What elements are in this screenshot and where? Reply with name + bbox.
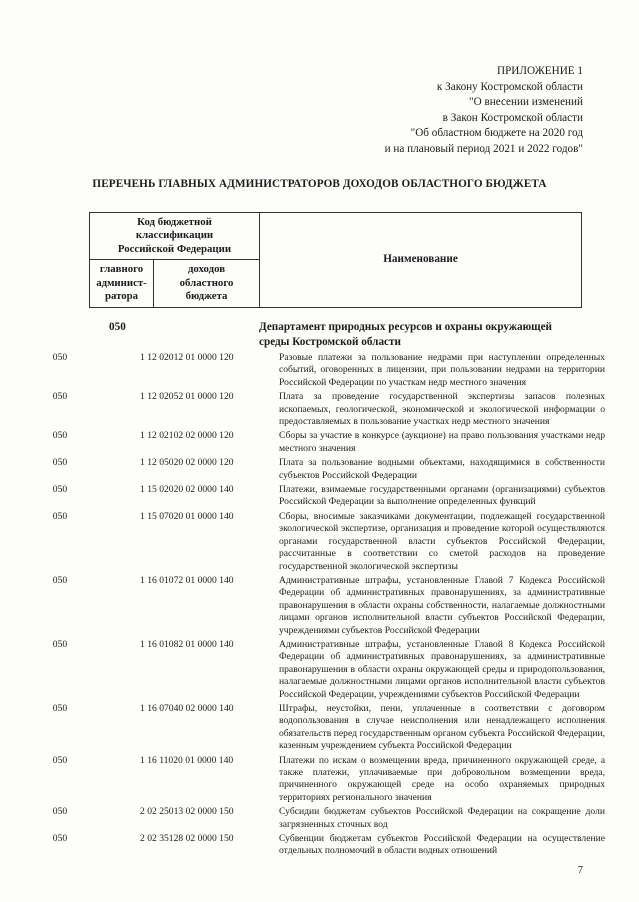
list-item bbox=[0, 391, 639, 428]
appendix-line: "Об областном бюджете на 2020 год bbox=[410, 127, 583, 140]
income-code: 1 12 02102 02 0000 120 bbox=[140, 430, 234, 442]
income-name: Сборы, вносимые заказчиками документации, подлежащей государственной экологической экспертизе, организация и проведение которой осуществляются органами государственной власти субъектов Российской Федерации, рассчитанные в соответствии со сметой расходов на проведение государственной экологической экспертизы bbox=[279, 510, 605, 572]
appendix-line: "О внесении изменений bbox=[469, 96, 583, 109]
income-name: Административные штрафы, установленные Главой 7 Кодекса Российской Федерации об административных правонарушениях, за административные правонарушения в области охраны собственности, налагаемые должностными лицами органов исполнительной власти субъектов Российской Федерации, учреждениями субъектов Российской Федерации bbox=[279, 574, 605, 636]
header-table bbox=[89, 212, 582, 308]
name-column-header: Наименование bbox=[260, 213, 582, 308]
income-code: 1 16 11020 01 0000 140 bbox=[140, 754, 234, 766]
income-name: Субсидии бюджетам субъектов Российской Федерации на сокращение доли загрязненных сточных вод bbox=[279, 806, 605, 830]
income-code: 1 16 07040 02 0000 140 bbox=[140, 702, 234, 714]
admin-column-header: главного админист-ратора bbox=[90, 260, 154, 308]
admin-code: 050 bbox=[52, 833, 68, 845]
document-title: ПЕРЕЧЕНЬ ГЛАВНЫХ АДМИНИСТРАТОРОВ ДОХОДОВ ОБЛАСТНОГО БЮДЖЕТА bbox=[92, 178, 547, 190]
list-item bbox=[0, 575, 639, 637]
ministry-name: Департамент природных ресурсов и охраны окружающей среды Костромской области bbox=[259, 321, 552, 348]
code-group-header: Код бюджетной классификации Российской Федерации bbox=[90, 213, 260, 260]
income-code: 2 02 35128 02 0000 150 bbox=[140, 833, 234, 845]
admin-code: 050 bbox=[52, 430, 68, 442]
income-code: 1 16 01072 01 0000 140 bbox=[140, 574, 234, 586]
income-code: 1 15 07020 01 0000 140 bbox=[140, 510, 234, 522]
appendix-line: в Закон Костромской области bbox=[442, 111, 583, 124]
admin-code: 050 bbox=[52, 638, 68, 650]
list-item bbox=[0, 833, 639, 858]
ministry-code: 050 bbox=[109, 321, 126, 333]
income-code: 1 12 05020 02 0000 120 bbox=[140, 457, 234, 469]
admin-code: 050 bbox=[52, 484, 68, 496]
admin-code: 050 bbox=[52, 806, 68, 818]
income-name: Административные штрафы, установленные Главой 8 Кодекса Российской Федерации об административных правонарушениях, за административные правонарушения в области охраны окружающей среды и природопользования, налагаемые должностными лицами органов исполнительной власти субъектов Российской Федерации, учреждениями субъектов Российской Федерации bbox=[279, 638, 605, 700]
list-item bbox=[0, 430, 639, 455]
income-name: Платежи, взимаемые государственными органами (организациями) субъектов Российской Федерации за выполнение определенных функций bbox=[279, 484, 605, 508]
appendix-block bbox=[385, 64, 583, 158]
page-number: 7 bbox=[577, 865, 583, 876]
admin-code: 050 bbox=[52, 352, 68, 363]
list-item bbox=[0, 484, 639, 509]
income-list bbox=[0, 352, 639, 858]
appendix-line: и на плановый период 2021 и 2022 годов" bbox=[384, 142, 583, 155]
admin-code: 050 bbox=[52, 510, 68, 522]
admin-code: 050 bbox=[52, 391, 68, 403]
list-item bbox=[0, 511, 639, 573]
list-item bbox=[0, 806, 639, 831]
income-name: Сборы за участие в конкурсе (аукционе) на право пользования участками недр местного значения bbox=[279, 430, 605, 454]
admin-code: 050 bbox=[52, 702, 68, 714]
income-code: 1 16 01082 01 0000 140 bbox=[140, 638, 234, 650]
income-name: Штрафы, неустойки, пени, уплаченные в соответствии с договором водопользования в случае неисполнения или ненадлежащего исполнения обязательств перед государственным органом субъекта Российской Федерации, казенным учреждением субъекта Российской Федерации bbox=[279, 702, 605, 752]
income-code: 1 15 02020 02 0000 140 bbox=[140, 484, 234, 496]
income-name: Субвенции бюджетам субъектов Российской Федерации на осуществление отдельных полномочий в области водных отношений bbox=[279, 833, 605, 857]
income-code: 2 02 25013 02 0000 150 bbox=[140, 806, 234, 818]
admin-code: 050 bbox=[52, 574, 68, 586]
income-name: Плата за проведение государственной экспертизы запасов полезных ископаемых, геологической, экономической и экологической информации о предоставляемых в пользование участках недр местного значения bbox=[279, 391, 605, 428]
list-item bbox=[0, 703, 639, 753]
income-code: 1 12 02052 01 0000 120 bbox=[140, 391, 234, 403]
list-item bbox=[0, 457, 639, 482]
income-code: 1 12 02012 01 0000 120 bbox=[140, 352, 234, 363]
list-item bbox=[0, 755, 639, 805]
income-name: Разовые платежи за пользование недрами при наступлении определенных событий, оговоренных в лицензии, при пользовании недрами на территории Российской Федерации по участкам недр местного значения bbox=[279, 352, 605, 388]
income-column-header: доходов областного бюджета bbox=[154, 260, 260, 308]
appendix-line: к Закону Костромской области bbox=[436, 80, 583, 93]
admin-code: 050 bbox=[52, 754, 68, 766]
appendix-line: ПРИЛОЖЕНИЕ 1 bbox=[496, 65, 583, 77]
list-item bbox=[0, 352, 639, 389]
income-name: Платежи по искам о возмещении вреда, причиненного окружающей среде, а также платежи, уплачиваемые при добровольном возмещении вреда, причиненного окружающей среде на особо охраняемых природных территориях регионального значения bbox=[279, 754, 605, 803]
admin-code: 050 bbox=[52, 457, 68, 469]
income-name: Плата за пользование водными объектами, находящимися в собственности субъектов Российской Федерации bbox=[279, 457, 605, 481]
list-item bbox=[0, 639, 639, 701]
